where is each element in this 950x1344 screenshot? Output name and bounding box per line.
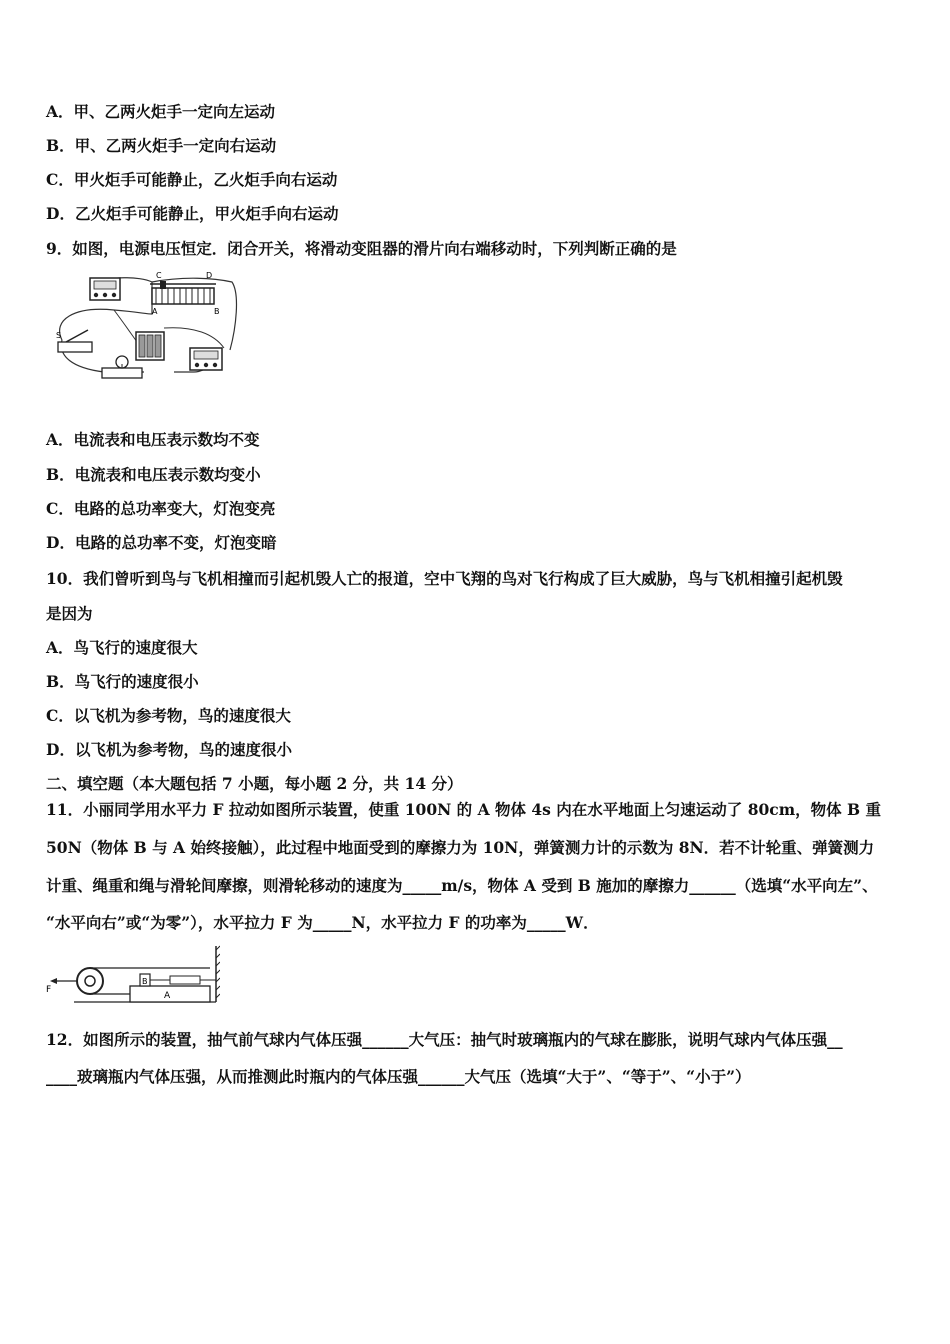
- q10-stem-line1: 10．我们曾听到鸟与飞机相撞而引起机毁人亡的报道，空中飞翔的鸟对飞行构成了巨大威胁，鸟与飞机相撞引起机毁: [46, 569, 843, 588]
- q10-option-a: A．鸟飞行的速度很大: [46, 638, 198, 657]
- q9-option-b: B．电流表和电压表示数均变小: [46, 465, 261, 484]
- ammeter: [90, 278, 120, 300]
- battery: [136, 332, 164, 360]
- q11-line4: “水平向右”或“为零”），水平拉力 F 为_____N，水平拉力 F 的功率为_____W．: [46, 913, 599, 932]
- q8-option-c: C．甲火炬手可能静止，乙火炬手向右运动: [46, 170, 338, 189]
- label-a: A: [152, 307, 158, 316]
- q9-circuit-diagram: [44, 268, 244, 388]
- q10-option-c: C．以飞机为参考物，鸟的速度很大: [46, 706, 291, 725]
- q9-option-a: A．电流表和电压表示数均不变: [46, 430, 260, 449]
- q11-line1: 11．小丽同学用水平力 F 拉动如图所示装置，使重 100N 的 A 物体 4s 内在水平地面上匀速运动了 80cm，物体 B 重: [46, 800, 882, 819]
- block-a: [130, 986, 210, 1002]
- q12-line1: 12．如图所示的装置，抽气前气球内气体压强______大气压：抽气时玻璃瓶内的气球在膨胀，说明气球内气体压强__: [46, 1030, 843, 1049]
- q11-line3: 计重、绳重和绳与滑轮间摩擦，则滑轮移动的速度为_____m/s，物体 A 受到 B 施加的摩擦力______（选填“水平向左”、: [46, 876, 878, 895]
- q11-pulley-diagram: [44, 944, 220, 1006]
- section2-heading: 二、填空题（本大题包括 7 小题，每小题 2 分，共 14 分）: [46, 774, 463, 793]
- q9-option-c: C．电路的总功率变大，灯泡变亮: [46, 499, 276, 518]
- label-s: S: [56, 331, 62, 340]
- block-b: [140, 974, 150, 986]
- q10-stem-line2: 是因为: [46, 604, 93, 623]
- q9-stem: 9．如图，电源电压恒定．闭合开关，将滑动变阻器的滑片向右端移动时，下列判断正确的是: [46, 239, 677, 258]
- q8-option-b: B．甲、乙两火炬手一定向右运动: [46, 136, 277, 155]
- q11-line2: 50N（物体 B 与 A 始终接触），此过程中地面受到的摩擦力为 10N，弹簧测力计的示数为 8N．若不计轮重、弹簧测力: [46, 838, 875, 857]
- rheostat: [150, 271, 220, 316]
- spring-scale: [150, 976, 216, 984]
- label-force-f: F: [46, 985, 52, 995]
- voltmeter: [190, 348, 222, 370]
- label-block-b: B: [142, 977, 148, 986]
- q12-line2: ____玻璃瓶内气体压强，从而推测此时瓶内的气体压强______大气压（选填“大于”、“等于”、“小于”）: [46, 1067, 751, 1086]
- q10-option-d: D．以飞机为参考物，鸟的速度很小: [46, 740, 292, 759]
- label-b: B: [214, 307, 220, 316]
- label-d: D: [206, 271, 213, 280]
- label-block-a: A: [164, 991, 171, 1001]
- q8-option-d: D．乙火炬手可能静止，甲火炬手向右运动: [46, 204, 339, 223]
- q8-option-a: A．甲、乙两火炬手一定向左运动: [46, 102, 276, 121]
- q10-option-b: B．鸟飞行的速度很小: [46, 672, 199, 691]
- label-c: C: [156, 271, 162, 280]
- q9-option-d: D．电路的总功率不变，灯泡变暗: [46, 533, 277, 552]
